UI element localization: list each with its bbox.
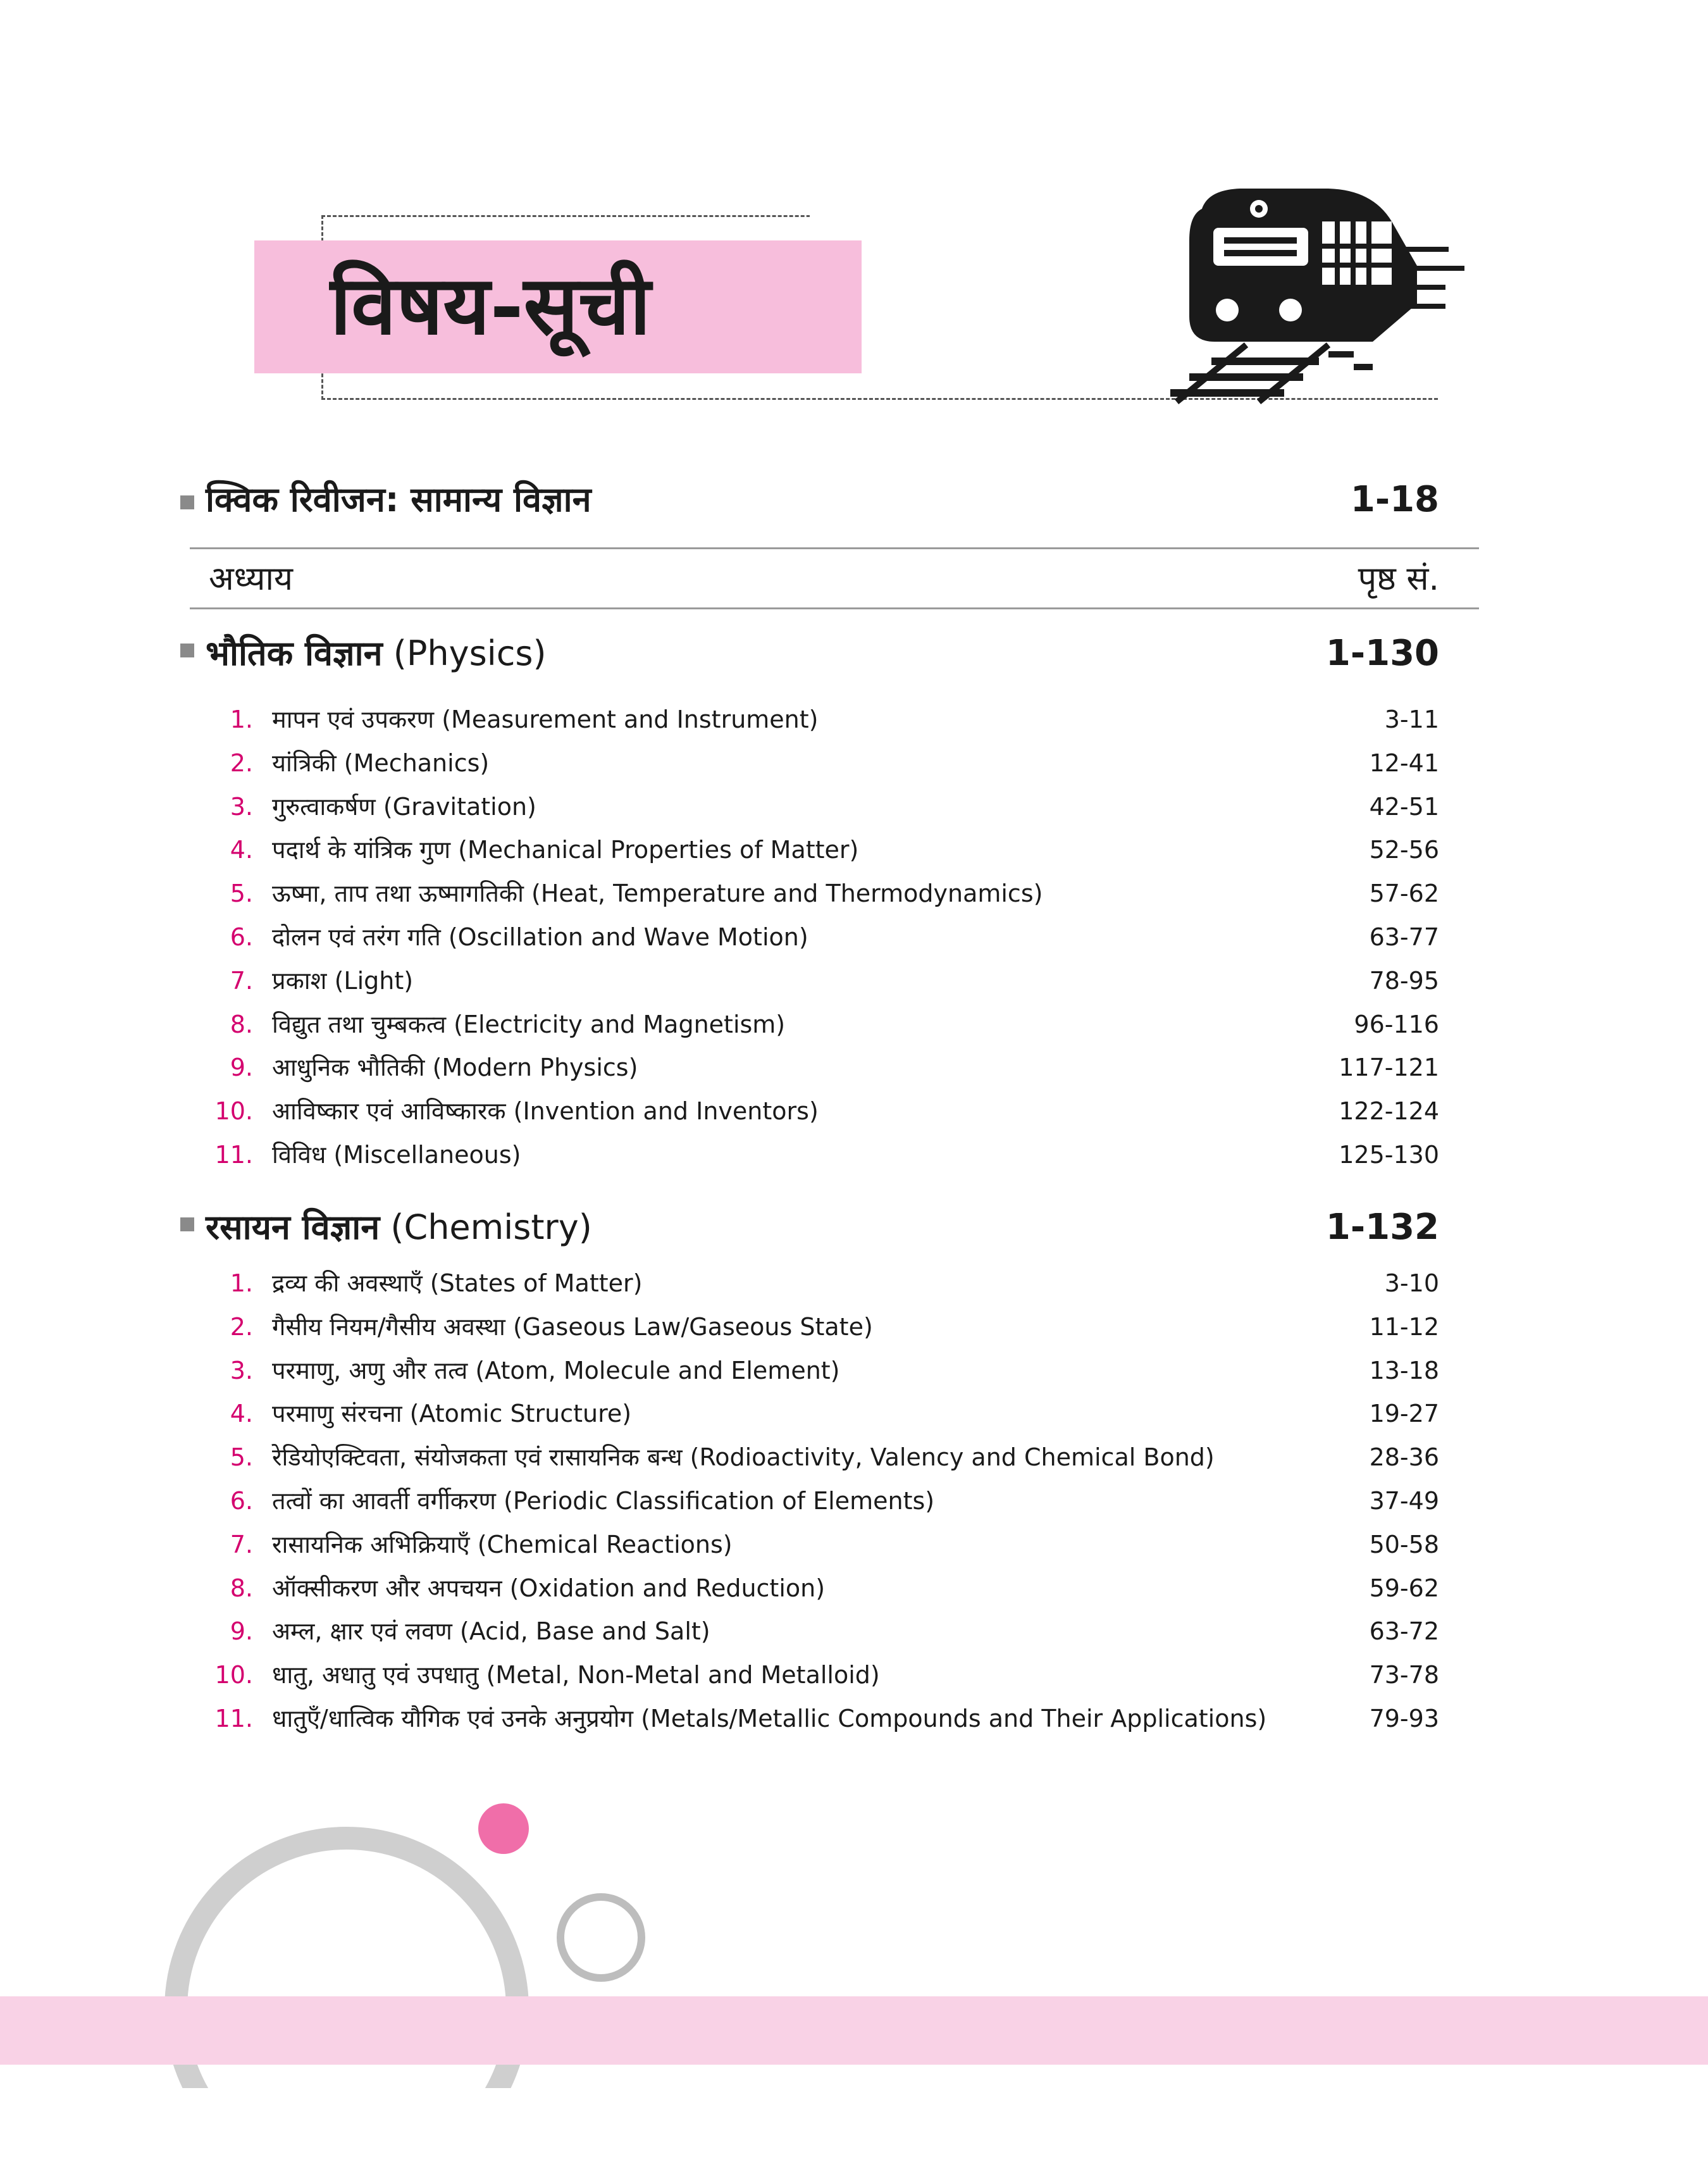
divider-bottom — [190, 607, 1479, 609]
item-page-range: 28-36 — [1369, 1443, 1439, 1472]
physics-title — [206, 631, 547, 676]
item-title: परमाणु संरचना (Atomic Structure) — [272, 1400, 632, 1428]
small-grey-ring — [560, 1897, 641, 1978]
physics-range: 1-130 — [1325, 633, 1439, 674]
item-title: मापन एवं उपकरण (Measurement and Instrument) — [272, 706, 819, 733]
train-icon — [1164, 183, 1468, 405]
item-title: द्रव्य की अवस्थाएँ (States of Matter) — [272, 1269, 643, 1297]
footer-band — [0, 1996, 1708, 2065]
item-title: परमाणु, अणु और तत्व (Atom, Molecule and Element) — [272, 1356, 840, 1384]
item-number: 4. — [230, 836, 253, 864]
item-title: धातु, अधातु एवं उपधातु (Metal, Non-Metal and Metalloid) — [272, 1661, 880, 1689]
item-page-range: 96-116 — [1354, 1010, 1439, 1038]
item-page-range: 13-18 — [1369, 1356, 1439, 1384]
item-title: प्रकाश (Light) — [272, 966, 414, 995]
item-number: 2. — [230, 749, 253, 777]
item-number: 3. — [230, 1356, 253, 1384]
item-title: ऊष्मा, ताप तथा ऊष्मागतिकी (Heat, Temperature and Thermodynamics) — [272, 880, 1043, 908]
item-number: 6. — [230, 923, 253, 951]
item-page-range: 37-49 — [1369, 1487, 1439, 1515]
header-chapter: अध्याय — [209, 560, 294, 598]
item-number: 2. — [230, 1312, 253, 1341]
title-box — [254, 240, 862, 373]
item-page-range: 42-51 — [1369, 792, 1439, 821]
item-number: 9. — [230, 1054, 253, 1082]
item-title: दोलन एवं तरंग गति (Oscillation and Wave Motion) — [272, 923, 808, 951]
item-page-range: 52-56 — [1369, 836, 1439, 864]
item-title: ऑक्सीकरण और अपचयन (Oxidation and Reduction) — [272, 1574, 826, 1602]
item-page-range: 122-124 — [1339, 1097, 1439, 1126]
item-number: 1. — [230, 706, 253, 733]
item-page-range: 73-78 — [1369, 1661, 1439, 1689]
pink-dot — [478, 1803, 529, 1854]
item-page-range: 12-41 — [1369, 749, 1439, 777]
item-title: आविष्कार एवं आविष्कारक (Invention and Inventors) — [272, 1097, 819, 1126]
chemistry-range: 1-132 — [1325, 1207, 1439, 1248]
chemistry-title-hindi: रसायन विज्ञान — [206, 1207, 380, 1247]
page-title: विषय-सूची — [330, 258, 651, 353]
item-number: 8. — [230, 1574, 253, 1602]
item-title: रासायनिक अभिक्रियाएँ (Chemical Reactions) — [272, 1530, 733, 1558]
item-number: 5. — [230, 1443, 253, 1472]
chemistry-title-english: (Chemistry) — [390, 1207, 592, 1247]
item-title: यांत्रिकी (Mechanics) — [272, 749, 490, 777]
item-title: पदार्थ के यांत्रिक गुण (Mechanical Properties of Matter) — [272, 836, 859, 864]
item-page-range: 11-12 — [1369, 1312, 1439, 1341]
item-page-range: 50-58 — [1369, 1530, 1439, 1558]
quick-revision-range: 1-18 — [1350, 479, 1439, 520]
divider-top — [190, 547, 1479, 549]
item-number: 8. — [230, 1010, 253, 1038]
item-page-range: 19-27 — [1369, 1400, 1439, 1428]
item-title: धातुएँ/धात्विक यौगिक एवं उनके अनुप्रयोग (Metals/Metallic Compounds and Their Applications) — [272, 1705, 1267, 1732]
item-page-range: 63-72 — [1369, 1617, 1439, 1646]
item-page-range: 117-121 — [1339, 1054, 1439, 1082]
item-number: 6. — [230, 1487, 253, 1515]
item-title: अम्ल, क्षार एवं लवण (Acid, Base and Salt) — [272, 1617, 710, 1646]
item-number: 10. — [214, 1661, 253, 1689]
item-title: विद्युत तथा चुम्बकत्व (Electricity and Magnetism) — [272, 1010, 786, 1038]
item-page-range: 57-62 — [1369, 880, 1439, 908]
item-number: 11. — [214, 1141, 253, 1169]
item-title: गैसीय नियम/गैसीय अवस्था (Gaseous Law/Gaseous State) — [272, 1312, 873, 1341]
item-number: 1. — [230, 1269, 253, 1297]
item-number: 5. — [230, 880, 253, 908]
quick-revision-title: क्विक रिवीजन: सामान्य विज्ञान — [206, 480, 591, 519]
item-number: 7. — [230, 1530, 253, 1558]
item-number: 3. — [230, 792, 253, 821]
item-number: 4. — [230, 1400, 253, 1428]
physics-title-hindi: भौतिक विज्ञान — [206, 633, 383, 673]
item-title: तत्वों का आवर्ती वर्गीकरण (Periodic Classification of Elements) — [272, 1487, 935, 1515]
item-title: आधुनिक भौतिकी (Modern Physics) — [272, 1054, 638, 1082]
item-page-range: 78-95 — [1369, 966, 1439, 995]
item-page-range: 59-62 — [1369, 1574, 1439, 1602]
square-bullet-icon — [180, 644, 194, 657]
item-number: 7. — [230, 966, 253, 995]
physics-title-english: (Physics) — [393, 633, 547, 673]
item-page-range: 125-130 — [1339, 1141, 1439, 1169]
item-number: 11. — [214, 1705, 253, 1732]
item-page-range: 79-93 — [1369, 1705, 1439, 1732]
square-bullet-icon — [180, 495, 194, 509]
item-title: विविध (Miscellaneous) — [272, 1141, 521, 1169]
item-page-range: 3-11 — [1384, 706, 1439, 733]
item-number: 10. — [214, 1097, 253, 1126]
square-bullet-icon — [180, 1217, 194, 1231]
item-title: रेडियोएक्टिवता, संयोजकता एवं रासायनिक बन्ध (Rodioactivity, Valency and Chemical Bond) — [272, 1443, 1215, 1472]
header-page-no: पृष्ठ सं. — [1358, 560, 1439, 598]
item-number: 9. — [230, 1617, 253, 1646]
item-page-range: 3-10 — [1384, 1269, 1439, 1297]
chemistry-title — [206, 1205, 592, 1250]
item-title: गुरुत्वाकर्षण (Gravitation) — [272, 792, 536, 821]
item-page-range: 63-77 — [1369, 923, 1439, 951]
